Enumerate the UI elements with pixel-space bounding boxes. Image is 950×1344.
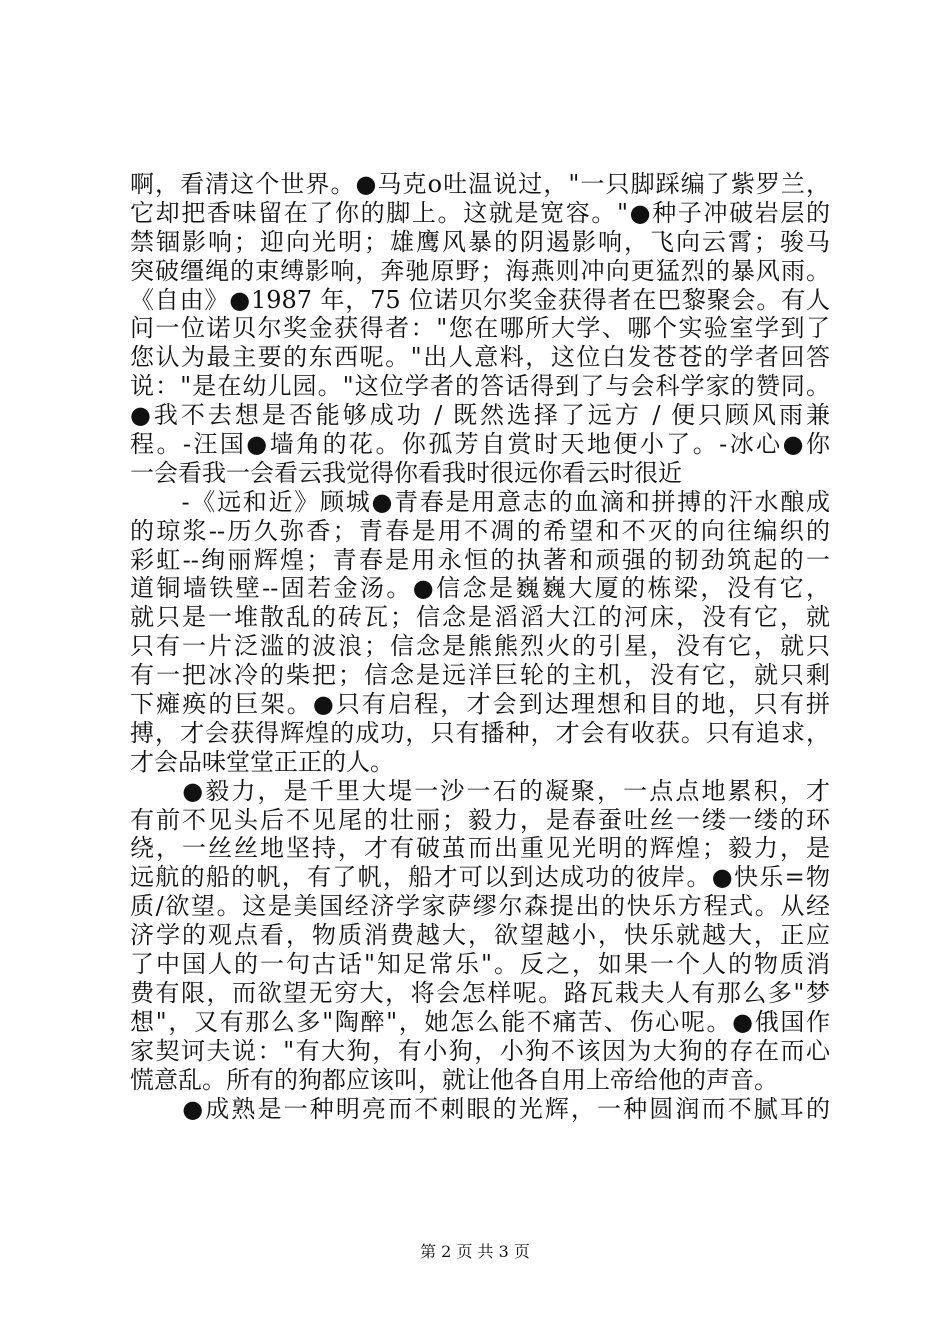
text-line: 您认为最主要的东西呢。"出人意料，这位白发苍苍的学者回答 [130,343,830,372]
text-line: 远航的船的帆，有了帆，船才可以到达成功的彼岸。●快乐=物 [130,863,830,892]
text-line: 只有一片泛滥的波浪；信念是熊熊烈火的引星，没有它，就只 [130,632,830,661]
text-line: 家契诃夫说："有大狗，有小狗，小狗不该因为大狗的存在而心 [130,1036,830,1065]
text-line: ●我不去想是否能够成功 / 既然选择了远方 / 便只顾风雨兼 [130,401,830,430]
text-line: 才会品味堂堂正正的人。 [130,747,394,776]
text-line: 它却把香味留在了你的脚上。这就是宽容。"●种子冲破岩层的 [130,198,830,227]
text-line: 了中国人的一句古话"知足常乐"。反之，如果一个人的物质消 [130,950,830,979]
text-line: 费有限，而欲望无穷大，将会怎样呢。路瓦栽夫人有那么多"梦 [130,978,830,1007]
text-line: 济学的观点看，物质消费越大，欲望越小，快乐就越大，正应 [130,921,830,950]
text-line: 道铜墙铁壁--固若金汤。●信念是巍巍大厦的栋梁，没有它， [130,574,830,603]
text-line: 《自由》●1987 年，75 位诺贝尔奖金获得者在巴黎聚会。有人 [130,285,830,314]
text-line: 想"，又有那么多"陶醉"，她怎么能不痛苦、伤心呢。●俄国作 [130,1007,830,1036]
text-line: 说："是在幼儿园。"这位学者的答话得到了与会科学家的赞同。 [130,372,830,401]
text-line: 搏，才会获得辉煌的成功，只有播种，才会有收获。只有追求， [130,718,830,747]
text-line: -《远和近》顾城●青春是用意志的血滴和拼搏的汗水酿成 [130,487,830,516]
text-line: 质/欲望。这是美国经济学家萨缪尔森提出的快乐方程式。从经 [130,892,830,921]
text-line: 绕，一丝丝地坚持，才有破茧而出重见光明的辉煌；毅力，是 [130,834,830,863]
text-line: 啊，看清这个世界。●马克o吐温说过，"一只脚踩编了紫罗兰， [130,170,830,198]
text-line: 的琼浆--历久弥香；青春是用不凋的希望和不灭的向往编织的 [130,516,830,545]
text-line: 彩虹--绚丽辉煌；青春是用永恒的执著和顽强的韧劲筑起的一 [130,545,830,574]
text-line: 一会看我一会看云我觉得你看我时很远你看云时很近 [130,458,682,487]
text-line: 就只是一堆散乱的砖瓦；信念是滔滔大江的河床，没有它，就 [130,603,830,632]
text-line: 程。-汪国●墙角的花。你孤芳自赏时天地便小了。-冰心●你 [130,430,830,459]
text-line: 慌意乱。所有的狗都应该叫，就让他各自用上帝给他的声音。 [130,1065,778,1094]
page-footer: 第 2 页 共 3 页 [420,1242,530,1261]
text-line: 禁锢影响；迎向光明；雄鹰风暴的阴遏影响，飞向云霄；骏马 [130,227,830,256]
document-body [130,170,830,1123]
text-line: 突破缰绳的束缚影响，奔驰原野；海燕则冲向更猛烈的暴风雨。 [130,256,830,285]
text-line: 有前不见头后不见尾的壮丽；毅力，是春蚕吐丝一缕一缕的环 [130,805,830,834]
text-line: 有一把冰冷的柴把；信念是远洋巨轮的主机，没有它，就只剩 [130,661,830,690]
text-line: ●成熟是一种明亮而不刺眼的光辉，一种圆润而不腻耳的 [130,1094,830,1123]
text-line: 问一位诺贝尔奖金获得者："您在哪所大学、哪个实验室学到了 [130,314,830,343]
text-line: ●毅力，是千里大堤一沙一石的凝聚，一点点地累积，才 [130,776,830,805]
text-line: 下瘫痪的巨架。●只有启程，才会到达理想和目的地，只有拼 [130,690,830,719]
